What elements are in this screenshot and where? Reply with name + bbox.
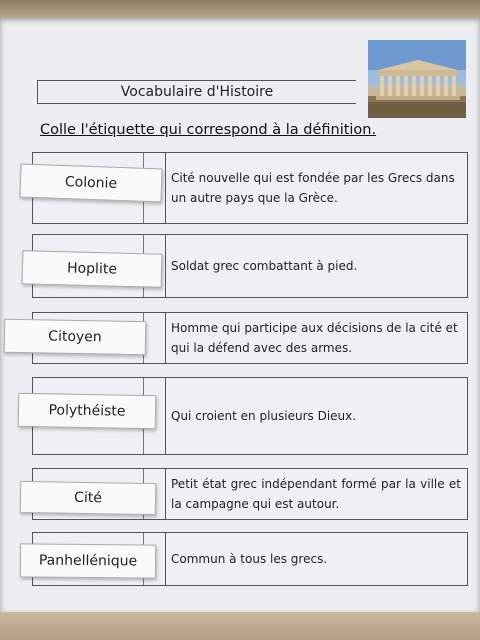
row-divider [165, 378, 166, 454]
word-label-text: Colonie [64, 174, 118, 192]
definition-text: Soldat grec combattant à pied. [171, 259, 358, 273]
word-label-colonie[interactable] [19, 164, 162, 203]
background-bottom [0, 612, 480, 640]
row-divider [165, 153, 166, 223]
parthenon-photo [368, 40, 466, 118]
page-title [37, 80, 356, 104]
word-label-text: Polythéiste [48, 402, 126, 420]
word-label-hoplite[interactable] [22, 250, 163, 288]
word-label-cite[interactable] [20, 481, 157, 515]
row-divider [165, 533, 166, 585]
word-label-polytheiste[interactable] [18, 393, 157, 429]
instruction-text: Colle l'étiquette qui correspond à la définition. [40, 122, 377, 138]
word-label-text: Cité [73, 489, 103, 507]
definition-text: Petit état grec indépendant formé par la ville et la campagne qui est autour. [171, 477, 461, 511]
row-divider [165, 469, 166, 519]
page-title-text: Vocabulaire d'Histoire [120, 84, 274, 100]
word-label-panhellenique[interactable] [20, 543, 156, 578]
word-label-text: Citoyen [48, 328, 102, 346]
definition-text: Cité nouvelle qui est fondée par les Grecs dans un autre pays que la Grèce. [171, 171, 455, 205]
parthenon-icon [368, 40, 466, 118]
definition-text: Homme qui participe aux décisions de la cité et qui la défend avec des armes. [171, 321, 458, 355]
word-label-text: Panhellénique [38, 552, 138, 570]
row-divider [165, 235, 166, 297]
definition-text: Qui croient en plusieurs Dieux. [171, 409, 357, 423]
word-label-citoyen[interactable] [4, 319, 147, 355]
word-label-text: Hoplite [66, 260, 118, 278]
row-divider [165, 313, 166, 363]
background-top [0, 0, 480, 18]
definition-text: Commun à tous les grecs. [171, 552, 328, 566]
